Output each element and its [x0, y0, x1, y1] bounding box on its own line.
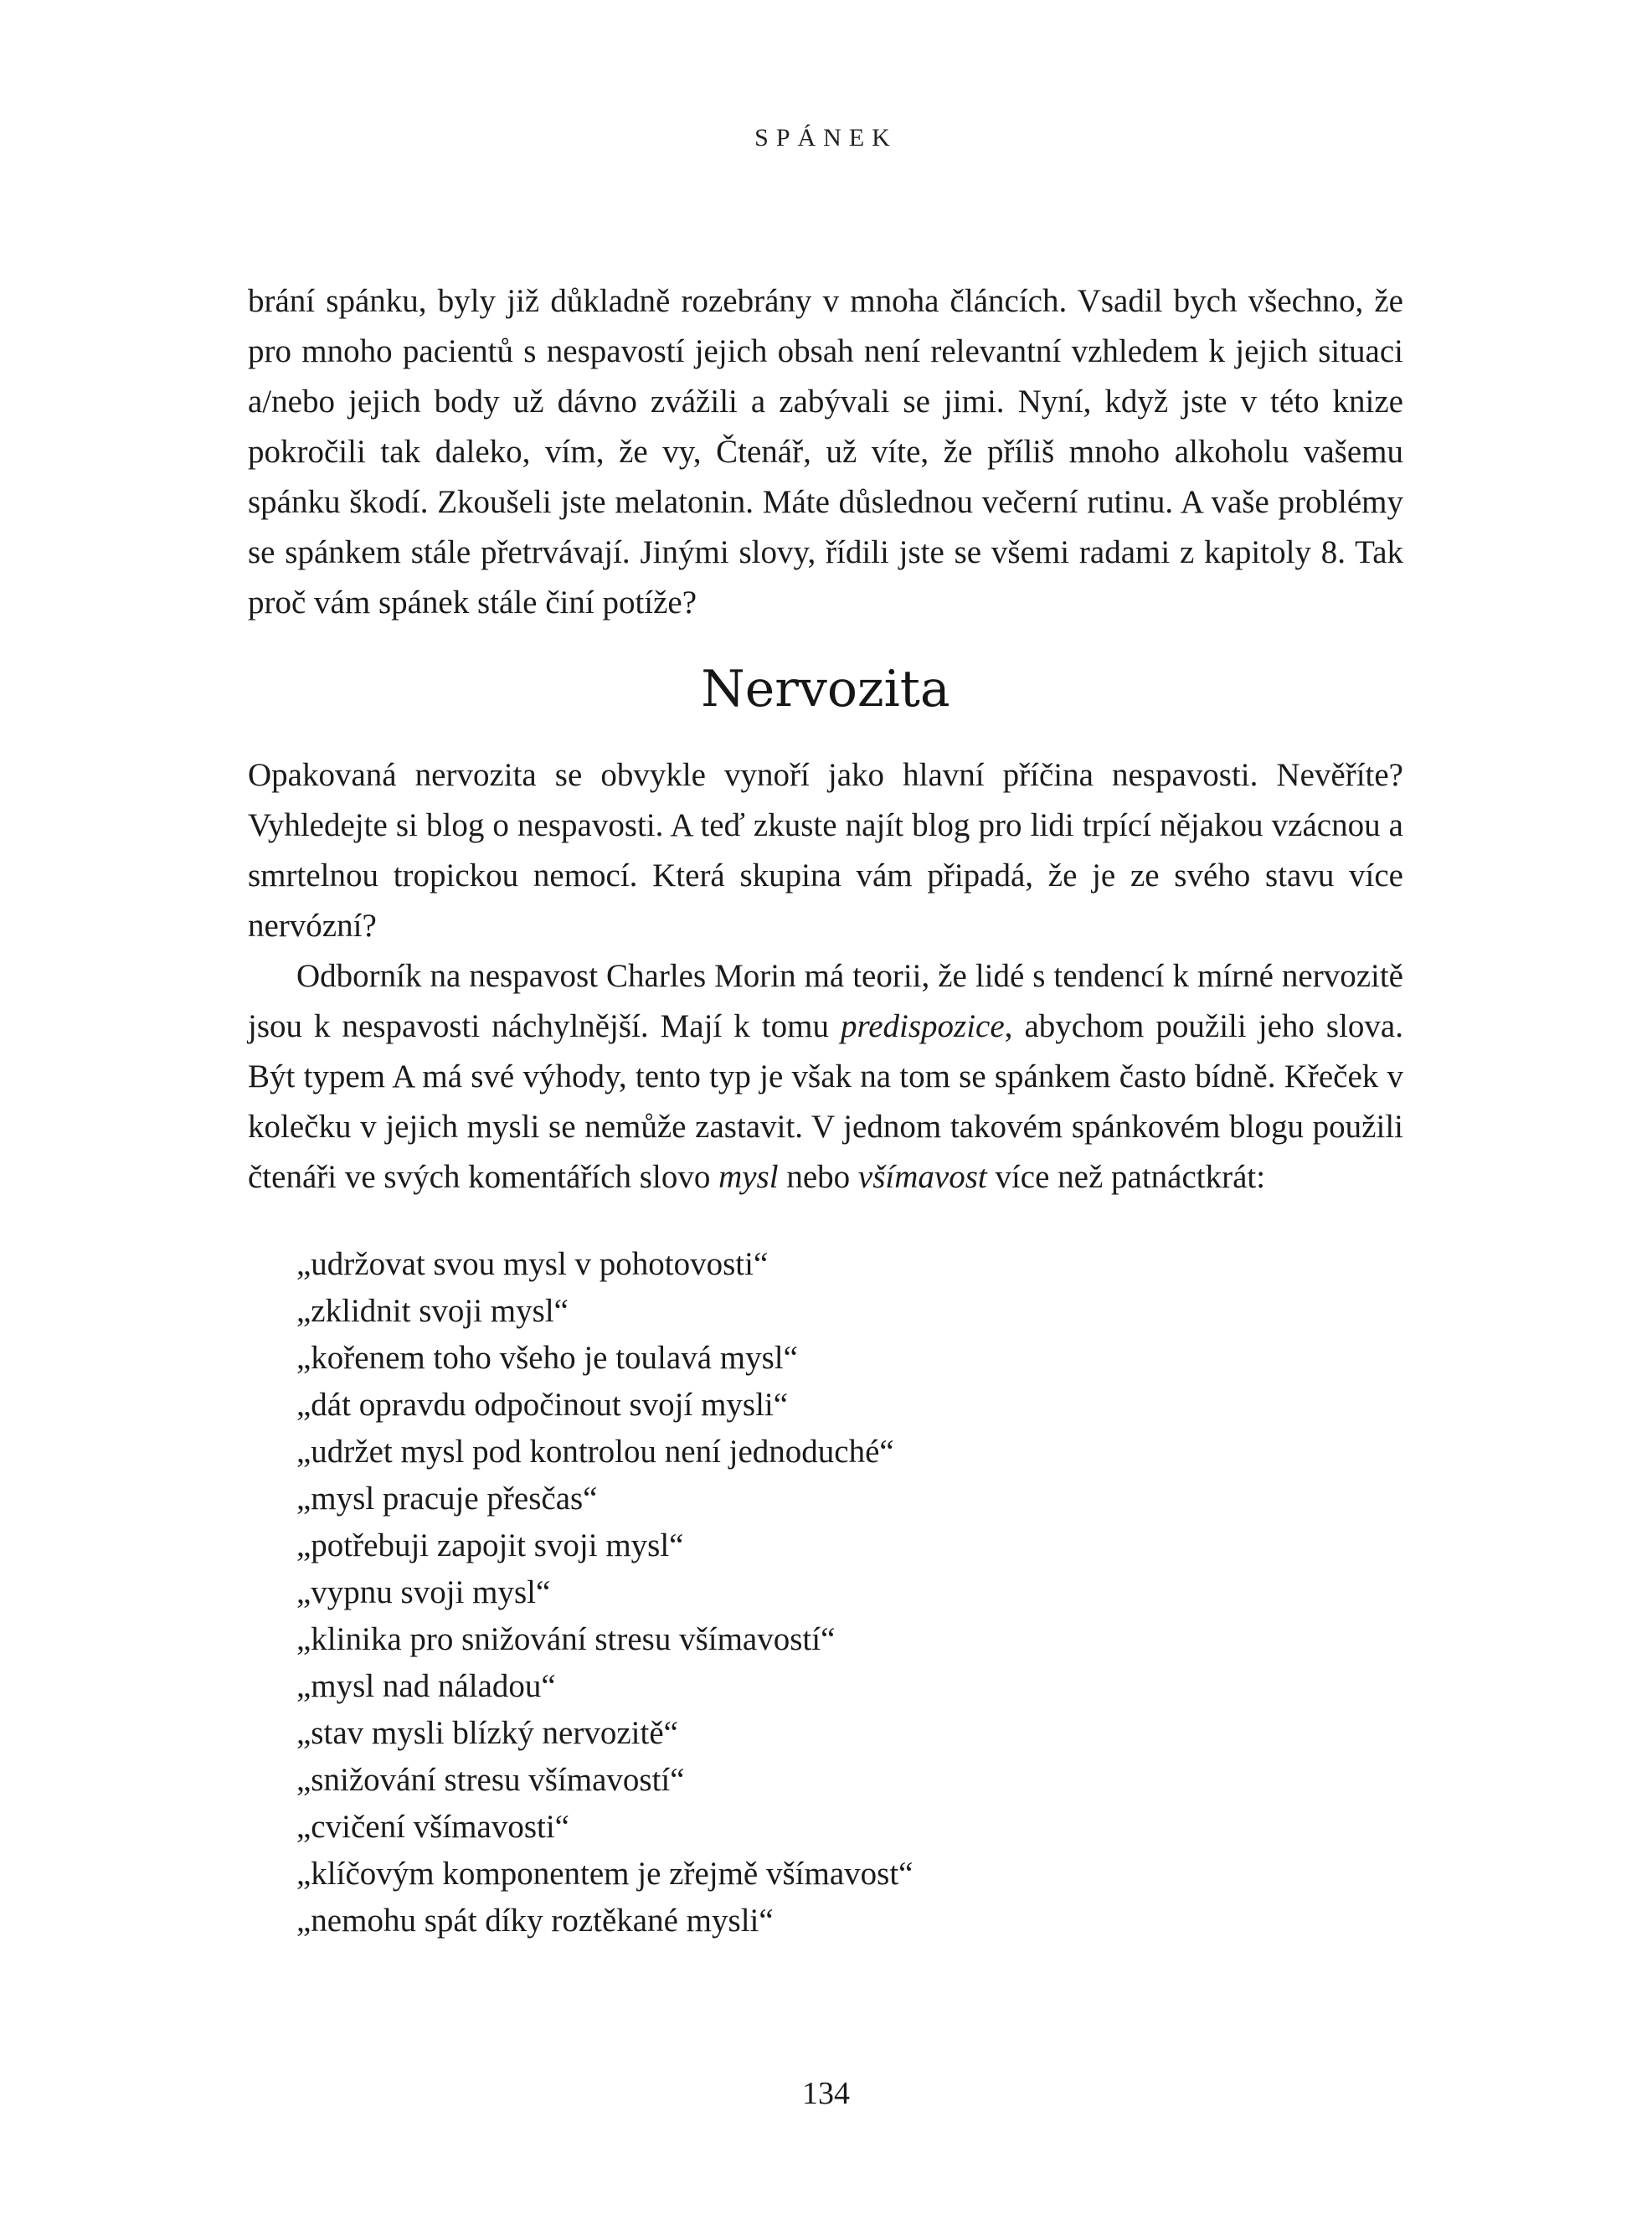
paragraph-segment: více než patnáctkrát: — [986, 1159, 1266, 1195]
paragraph-continued: brání spánku, byly již důkladně rozebrány v mnoha článcích. Vsadil bych všechno, že pro mnoho pacientů s nespavostí jejich obsah není relevantní vzhledem k jejich situaci a/nebo jejich body už dávno zvážili a zabývali se jimi. Nyní, když jste v této knize pokročili tak daleko, vím, že vy, Čtenář, už víte, že příliš mnoho alkoholu vašemu spánku škodí. Zkoušeli jste melatonin. Máte důslednou večerní rutinu. A vaše problémy se spánkem stále přetrvávají. Jinými slovy, řídili jste se všemi radami z kapitoly 8. Tak proč vám spánek stále činí potíže? — [248, 283, 1403, 621]
paragraph-segment: , abychom použili jeho slova. Být typem A má své výhody, tento typ je však na tom se spánkem často bídně. Křeček v kolečku v jejich mysli se nemůže zastavit. V jednom takovém spánkovém blogu použili čtenáři ve svých komentářích slovo — [248, 1008, 1403, 1195]
quote-line: „udržovat svou mysl v pohotovosti“ — [296, 1246, 769, 1282]
italic-term-predispozice: predispozice — [840, 1008, 1005, 1044]
paragraph-segment: nebo — [778, 1159, 858, 1195]
quote-line: „potřebuji zapojit svoji mysl“ — [296, 1527, 684, 1563]
section-heading: Nervozita — [701, 660, 950, 718]
quote-line: „snižování stresu všímavostí“ — [296, 1762, 685, 1798]
quote-line: „dát opravdu odpočinout svojí mysli“ — [296, 1387, 789, 1423]
quote-list — [248, 1241, 1403, 1944]
quote-line: „kořenem toho všeho je toulavá mysl“ — [296, 1340, 798, 1376]
page-number: 134 — [802, 2076, 850, 2111]
italic-term-mysl: mysl — [718, 1159, 779, 1195]
quote-line: „mysl pracuje přesčas“ — [296, 1481, 598, 1517]
quote-line: „vypnu svoji mysl“ — [296, 1574, 551, 1610]
quote-line: „klinika pro snižování stresu všímavostí“ — [296, 1621, 836, 1657]
quote-line: „mysl nad náladou“ — [296, 1668, 556, 1704]
italic-term-vsimavost: všímavost — [857, 1159, 987, 1195]
quote-line: „klíčovým komponentem je zřejmě všímavost“ — [296, 1856, 913, 1892]
running-header: SPÁNEK — [754, 124, 898, 152]
paragraph-charles-morin — [248, 951, 1403, 1203]
paragraph-segment: Odborník na nespavost Charles Morin má teorii, že lidé s tendencí k mírné nervozitě jsou k nespavosti náchylnější. Mají k tomu — [248, 958, 1403, 1044]
quote-line: „stav mysli blízký nervozitě“ — [296, 1715, 678, 1751]
paragraph-nervozita-intro: Opakovaná nervozita se obvykle vynoří jako hlavní příčina nespavosti. Nevěříte? Vyhledejte si blog o nespavosti. A teď zkuste najít blog pro lidi trpící nějakou vzácnou a smrtelnou tropickou nemocí. Která skupina vám připadá, že je ze svého stavu více nervózní? — [248, 757, 1403, 944]
quote-line: „cvičení všímavosti“ — [296, 1809, 569, 1845]
quote-line: „udržet mysl pod kontrolou není jednoduché“ — [296, 1434, 894, 1470]
quote-line: „zklidnit svoji mysl“ — [296, 1293, 569, 1329]
page-content — [248, 276, 1403, 1944]
quote-line: „nemohu spát díky roztěkané mysli“ — [296, 1903, 774, 1939]
